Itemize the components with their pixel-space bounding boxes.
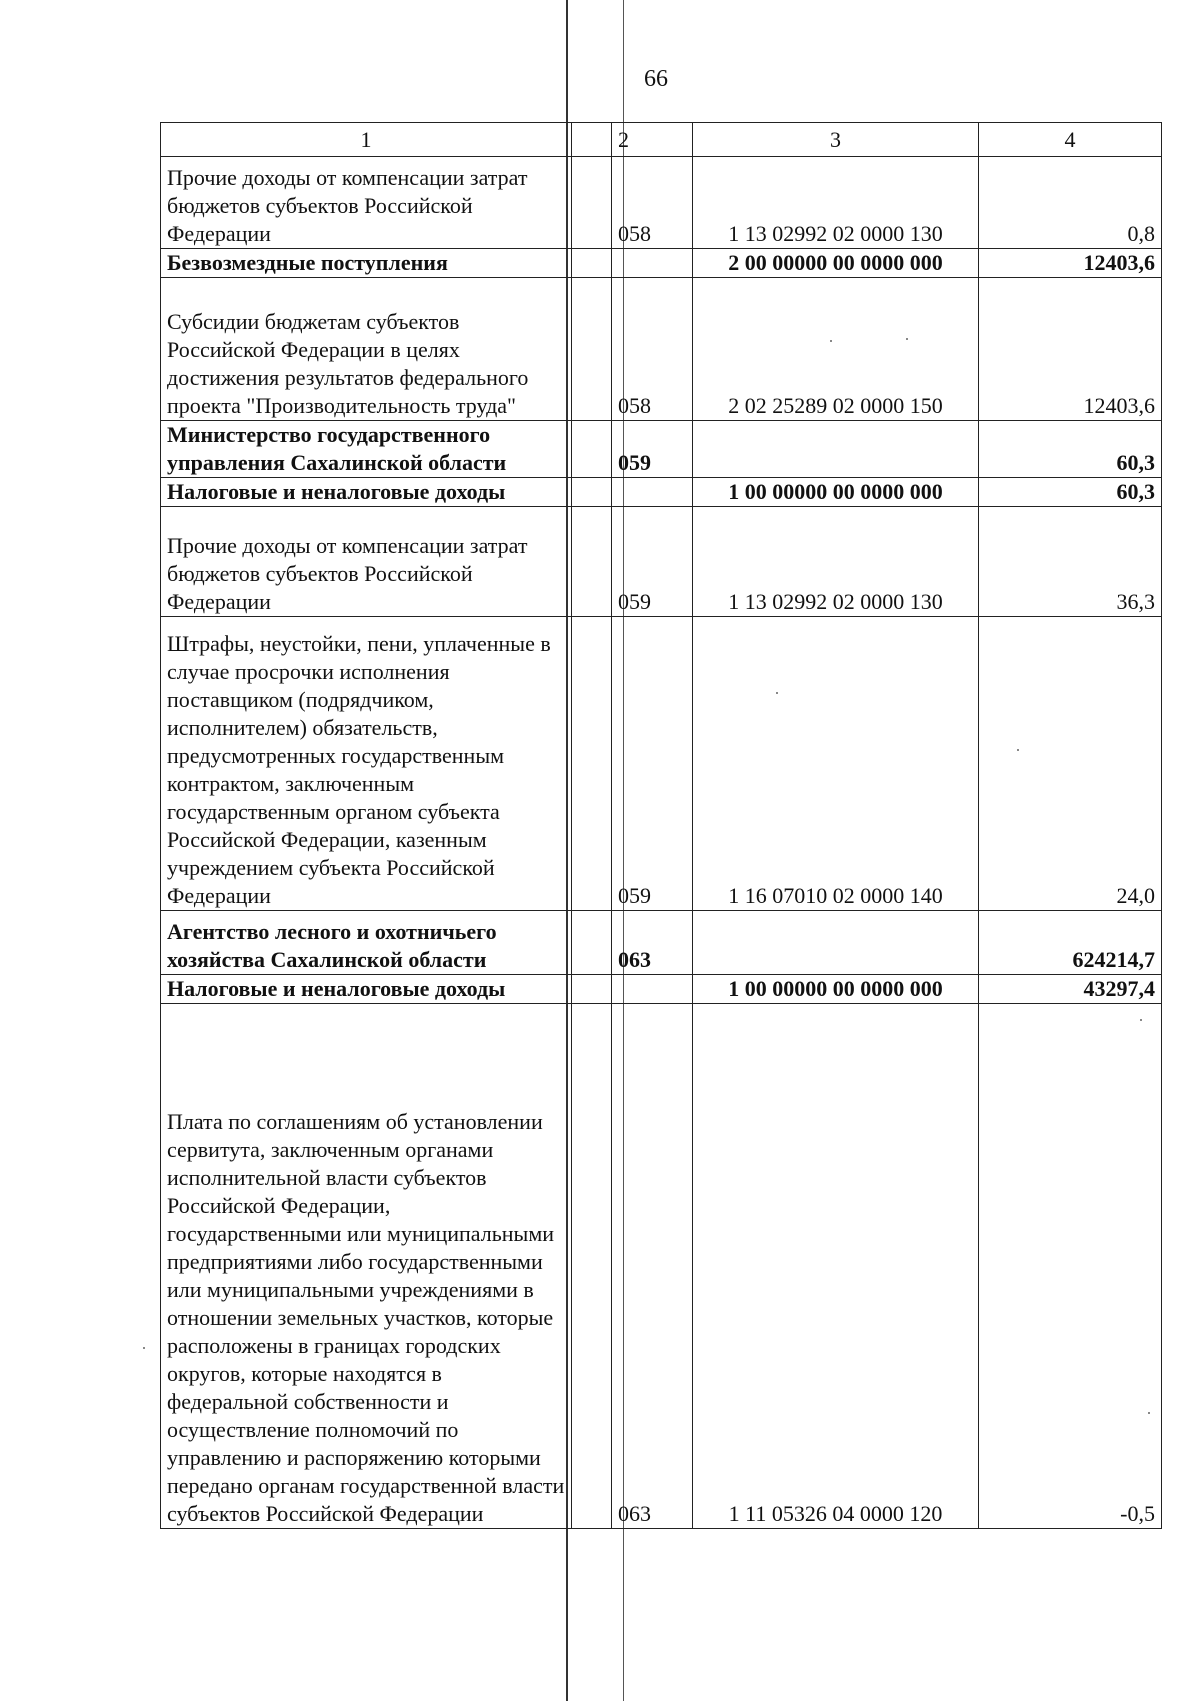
scan-speck bbox=[1148, 1412, 1150, 1414]
row-name: Плата по соглашениям об установлении сервитута, заключенным органами исполнительной власти субъектов Российской Федерации, государственными или муниципальными предприятиями либо государственными или муниципальными учреждениями в отношении земельных участков, которые расположены в границах городских округов, которые находятся в федеральной собственности и осуществление полномочий по управлению и распоряжению которыми передано органам государственной власти субъектов Российской Федерации bbox=[161, 1004, 572, 1529]
row-admin-code bbox=[612, 975, 693, 1004]
row-kbk-code: 1 13 02992 02 0000 130 bbox=[693, 157, 979, 249]
row-admin-code: 058 bbox=[612, 157, 693, 249]
header-row bbox=[161, 123, 1162, 157]
row-kbk-code: 2 00 00000 00 0000 000 bbox=[693, 249, 979, 278]
row-amount: 0,8 bbox=[979, 157, 1162, 249]
row-name: Штрафы, неустойки, пени, уплаченные в случае просрочки исполнения поставщиком (подрядчиком, исполнителем) обязательств, предусмотренных государственным контрактом, заключенным государственным органом субъекта Российской Федерации, казенным учреждением субъекта Российской Федерации bbox=[161, 617, 572, 911]
row-amount: -0,5 bbox=[979, 1004, 1162, 1529]
row-name: Агентство лесного и охотничьего хозяйства Сахалинской области bbox=[161, 911, 572, 975]
row-kbk-code: 2 02 25289 02 0000 150 bbox=[693, 278, 979, 421]
row-kbk-code: 1 11 05326 04 0000 120 bbox=[693, 1004, 979, 1529]
row-amount: 43297,4 bbox=[979, 975, 1162, 1004]
table-row bbox=[161, 278, 1162, 421]
row-name: Министерство государственного управления Сахалинской области bbox=[161, 421, 572, 478]
row-blank bbox=[572, 911, 612, 975]
row-name: Субсидии бюджетам субъектов Российской Федерации в целях достижения результатов федерального проекта "Производительность труда" bbox=[161, 278, 572, 421]
row-blank bbox=[572, 1004, 612, 1529]
row-admin-code bbox=[612, 249, 693, 278]
scan-speck bbox=[1140, 1019, 1142, 1021]
row-amount: 60,3 bbox=[979, 478, 1162, 507]
header-blank bbox=[572, 123, 612, 157]
scan-speck bbox=[1017, 749, 1019, 751]
row-amount: 60,3 bbox=[979, 421, 1162, 478]
row-kbk-code: 1 16 07010 02 0000 140 bbox=[693, 617, 979, 911]
row-admin-code: 058 bbox=[612, 278, 693, 421]
scan-speck bbox=[830, 340, 832, 342]
row-blank bbox=[572, 249, 612, 278]
header-col-4: 4 bbox=[979, 123, 1162, 157]
header-col-3: 3 bbox=[693, 123, 979, 157]
row-admin-code bbox=[612, 478, 693, 507]
row-amount: 12403,6 bbox=[979, 278, 1162, 421]
table-body bbox=[161, 157, 1162, 1529]
row-amount: 24,0 bbox=[979, 617, 1162, 911]
row-kbk-code: 1 13 02992 02 0000 130 bbox=[693, 507, 979, 617]
row-kbk-code bbox=[693, 911, 979, 975]
row-admin-code: 063 bbox=[612, 911, 693, 975]
table-row bbox=[161, 478, 1162, 507]
row-blank bbox=[572, 617, 612, 911]
row-name: Налоговые и неналоговые доходы bbox=[161, 975, 572, 1004]
scan-speck bbox=[776, 692, 778, 694]
table-row bbox=[161, 1004, 1162, 1529]
scan-speck bbox=[906, 338, 908, 340]
row-kbk-code: 1 00 00000 00 0000 000 bbox=[693, 975, 979, 1004]
page-number: 66 bbox=[644, 66, 668, 92]
row-admin-code: 063 bbox=[612, 1004, 693, 1529]
table-row bbox=[161, 975, 1162, 1004]
header-col-2: 2 bbox=[612, 123, 693, 157]
row-amount: 624214,7 bbox=[979, 911, 1162, 975]
row-blank bbox=[572, 278, 612, 421]
table-row bbox=[161, 157, 1162, 249]
row-kbk-code bbox=[693, 421, 979, 478]
row-blank bbox=[572, 157, 612, 249]
table-row bbox=[161, 421, 1162, 478]
header-col-1: 1 bbox=[161, 123, 572, 157]
row-kbk-code: 1 00 00000 00 0000 000 bbox=[693, 478, 979, 507]
row-admin-code: 059 bbox=[612, 617, 693, 911]
table-row bbox=[161, 617, 1162, 911]
row-blank bbox=[572, 507, 612, 617]
table-row bbox=[161, 507, 1162, 617]
row-name: Налоговые и неналоговые доходы bbox=[161, 478, 572, 507]
table-row bbox=[161, 911, 1162, 975]
scan-speck bbox=[143, 1347, 145, 1349]
row-admin-code: 059 bbox=[612, 507, 693, 617]
row-admin-code: 059 bbox=[612, 421, 693, 478]
budget-revenue-table bbox=[160, 122, 1162, 1529]
row-name: Прочие доходы от компенсации затрат бюджетов субъектов Российской Федерации bbox=[161, 507, 572, 617]
row-amount: 12403,6 bbox=[979, 249, 1162, 278]
table-row bbox=[161, 249, 1162, 278]
row-blank bbox=[572, 421, 612, 478]
row-blank bbox=[572, 478, 612, 507]
row-name: Безвозмездные поступления bbox=[161, 249, 572, 278]
row-amount: 36,3 bbox=[979, 507, 1162, 617]
row-name: Прочие доходы от компенсации затрат бюджетов субъектов Российской Федерации bbox=[161, 157, 572, 249]
row-blank bbox=[572, 975, 612, 1004]
